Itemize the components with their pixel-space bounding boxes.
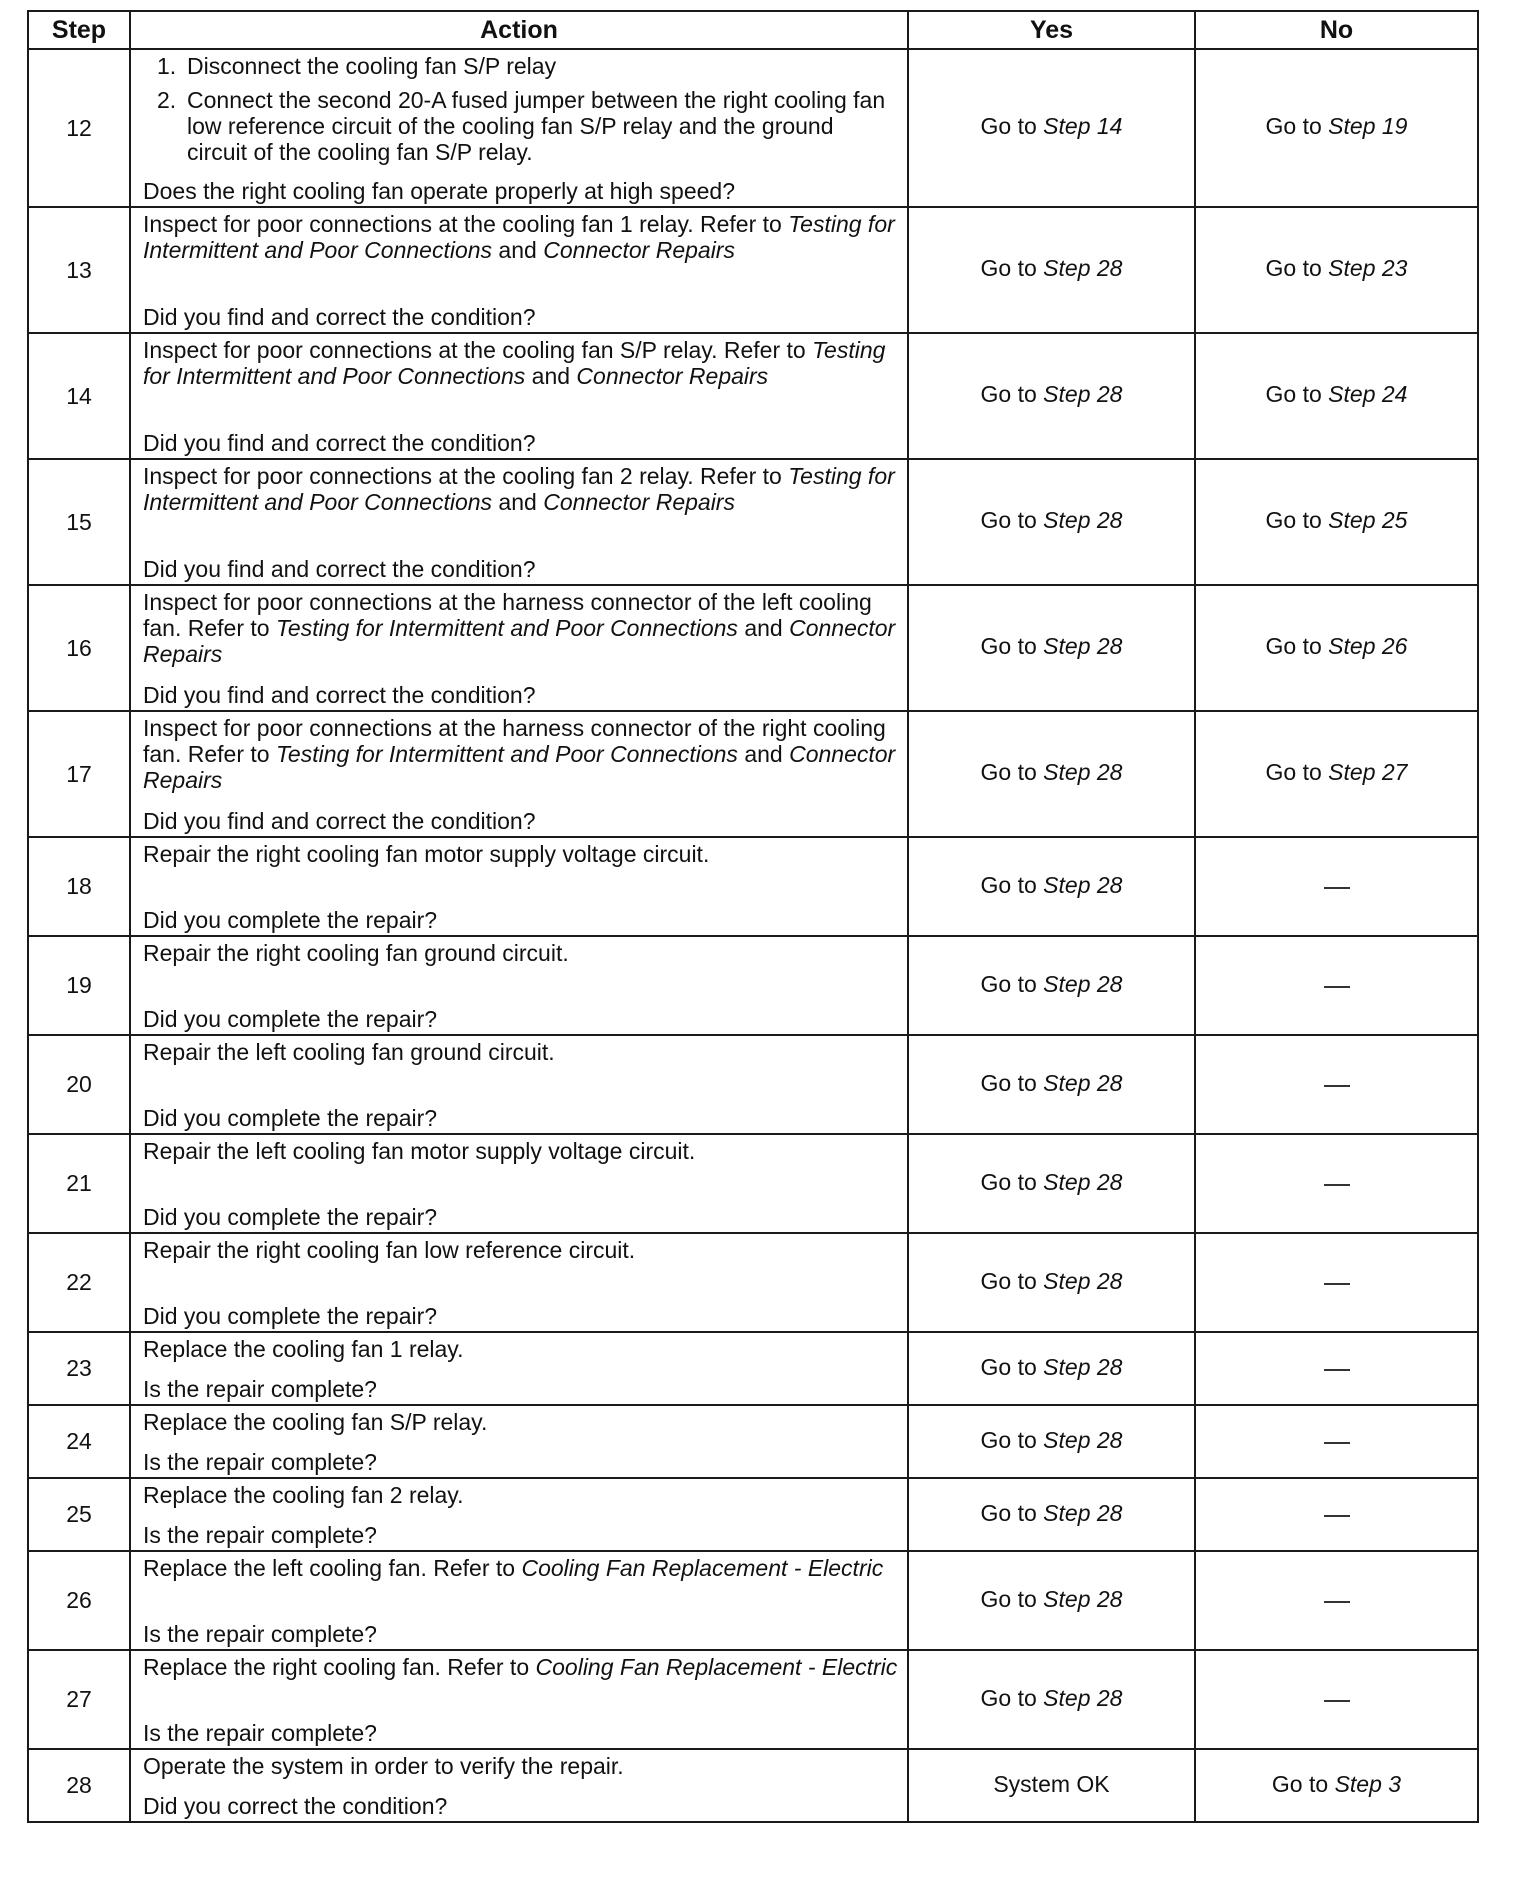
- table-row: [28, 1233, 1478, 1332]
- action-text-segment: Inspect for poor connections at the cooling fan 1 relay. Refer to: [143, 211, 789, 237]
- table-row: [28, 459, 1478, 585]
- action-text-segment: Inspect for poor connections at the cooling fan S/P relay. Refer to: [143, 337, 813, 363]
- yes-cell: [908, 1405, 1195, 1478]
- action-cell: [130, 1749, 908, 1822]
- action-content: [143, 334, 899, 458]
- action-content: [143, 937, 899, 1034]
- reference-link-text: Testing for Intermittent and Poor Connections: [143, 463, 895, 515]
- yes-cell: [908, 711, 1195, 837]
- no-cell: [1195, 459, 1478, 585]
- action-instructions: [143, 715, 899, 793]
- action-question: Did you complete the repair?: [143, 1204, 438, 1230]
- action-content: [143, 460, 899, 584]
- step-number: 20: [28, 1035, 130, 1134]
- yes-prefix: Go to: [980, 1267, 1044, 1294]
- action-instructions: [143, 1409, 899, 1435]
- yes-answer: [909, 1354, 1194, 1384]
- yes-step-ref: Step 28: [1043, 1684, 1123, 1711]
- not-applicable-dash: [1324, 986, 1350, 988]
- action-content: [143, 208, 899, 332]
- action-text: [143, 1555, 899, 1581]
- no-cell: [1195, 1749, 1478, 1822]
- yes-answer: [909, 1500, 1194, 1530]
- yes-cell: [908, 333, 1195, 459]
- action-cell: [130, 1332, 908, 1405]
- action-text-segment: Replace the cooling fan S/P relay.: [143, 1409, 488, 1435]
- action-question: Is the repair complete?: [143, 1621, 377, 1647]
- action-text-segment: and: [737, 741, 790, 767]
- no-answer: [1196, 759, 1477, 789]
- yes-step-ref: Step 28: [1043, 1069, 1123, 1096]
- no-answer: [1196, 1771, 1477, 1801]
- yes-cell: [908, 837, 1195, 936]
- action-question: Is the repair complete?: [143, 1449, 377, 1475]
- no-step-ref: Step 24: [1328, 381, 1408, 407]
- no-prefix: Go to: [1265, 507, 1329, 533]
- reference-link-text: Testing for Intermittent and Poor Connections: [143, 211, 895, 263]
- step-number: 22: [28, 1233, 130, 1332]
- step-number: 26: [28, 1551, 130, 1650]
- table-row: [28, 1551, 1478, 1650]
- step-number: 12: [28, 49, 130, 207]
- yes-prefix: Go to: [980, 507, 1044, 533]
- action-question: Did you complete the repair?: [143, 907, 438, 933]
- action-text: [143, 211, 899, 263]
- action-cell: [130, 1650, 908, 1749]
- yes-cell: [908, 936, 1195, 1035]
- no-cell: [1195, 207, 1478, 333]
- no-answer: [1196, 381, 1477, 411]
- action-instructions: [143, 463, 899, 515]
- yes-answer: [909, 971, 1194, 1001]
- action-text-segment: Repair the right cooling fan ground circuit.: [143, 940, 569, 966]
- action-instructions: [143, 1039, 899, 1065]
- no-cell: [1195, 1551, 1478, 1650]
- no-cell: [1195, 1134, 1478, 1233]
- yes-cell: [908, 1134, 1195, 1233]
- yes-prefix: Go to: [980, 970, 1044, 997]
- no-cell: [1195, 49, 1478, 207]
- action-text: [143, 1409, 899, 1435]
- action-text: [143, 1138, 899, 1164]
- action-text: [143, 337, 899, 389]
- yes-cell: [908, 1551, 1195, 1650]
- yes-prefix: Go to: [980, 255, 1044, 281]
- action-instructions: [143, 1138, 899, 1164]
- step-number: 14: [28, 333, 130, 459]
- reference-link-text: Connector Repairs: [143, 615, 896, 667]
- action-content: [143, 1234, 899, 1331]
- not-applicable-dash: [1324, 1601, 1350, 1603]
- action-question: Is the repair complete?: [143, 1720, 377, 1746]
- no-prefix: Go to: [1265, 633, 1329, 659]
- action-text: [143, 1753, 899, 1779]
- header-no: No: [1195, 11, 1478, 49]
- action-text-segment: Repair the left cooling fan motor supply voltage circuit.: [143, 1138, 696, 1164]
- yes-answer: [909, 381, 1194, 411]
- no-step-ref: Step 3: [1334, 1770, 1402, 1797]
- step-number: 15: [28, 459, 130, 585]
- action-text-segment: and: [525, 363, 577, 389]
- no-cell: [1195, 837, 1478, 936]
- no-answer: [1196, 507, 1477, 537]
- action-instructions: [143, 1336, 899, 1362]
- action-text: [143, 1237, 899, 1263]
- reference-link-text: Testing for Intermittent and Poor Connections: [143, 337, 886, 389]
- action-question: Is the repair complete?: [143, 1376, 377, 1402]
- reference-link-text: Connector Repairs: [576, 363, 769, 389]
- yes-step-ref: Step 28: [1043, 633, 1123, 659]
- table-row: [28, 1035, 1478, 1134]
- instruction-item: Disconnect the cooling fan S/P relay: [187, 53, 557, 79]
- yes-answer: [909, 113, 1194, 143]
- action-text-segment: Replace the right cooling fan. Refer to: [143, 1654, 536, 1680]
- action-cell: [130, 1134, 908, 1233]
- not-applicable-dash: [1324, 1184, 1350, 1186]
- action-instructions: [143, 1753, 899, 1779]
- action-cell: [130, 459, 908, 585]
- no-step-ref: Step 19: [1328, 113, 1408, 139]
- step-number: 23: [28, 1332, 130, 1405]
- yes-prefix: Go to: [980, 759, 1044, 785]
- action-cell: [130, 49, 908, 207]
- action-text: [143, 463, 899, 515]
- yes-answer: [909, 1586, 1194, 1616]
- no-step-ref: Step 25: [1328, 507, 1408, 533]
- no-cell: [1195, 585, 1478, 711]
- yes-step-ref: Step 28: [1043, 1426, 1123, 1453]
- reference-link-text: Cooling Fan Replacement - Electric: [521, 1555, 884, 1581]
- yes-answer: [909, 1427, 1194, 1457]
- reference-link-text: Connector Repairs: [543, 237, 735, 263]
- action-text-segment: and: [492, 489, 544, 515]
- action-text: [143, 1654, 899, 1680]
- yes-cell: [908, 1749, 1195, 1822]
- action-cell: [130, 936, 908, 1035]
- no-step-ref: Step 27: [1328, 759, 1408, 785]
- table-body: [28, 49, 1478, 1822]
- not-applicable-dash: [1324, 1085, 1350, 1087]
- action-text-segment: Repair the right cooling fan motor supply voltage circuit.: [143, 841, 710, 867]
- action-text-segment: Operate the system in order to verify the repair.: [143, 1753, 624, 1779]
- action-content: [143, 712, 899, 836]
- action-instructions: [143, 841, 899, 867]
- yes-answer: [909, 1685, 1194, 1715]
- step-number: 17: [28, 711, 130, 837]
- action-text: [143, 841, 899, 867]
- table-row: [28, 207, 1478, 333]
- yes-answer: [909, 759, 1194, 789]
- action-instructions: [143, 940, 899, 966]
- no-answer: [1196, 255, 1477, 285]
- no-step-ref: Step 23: [1328, 255, 1408, 281]
- action-question: Did you complete the repair?: [143, 1105, 438, 1131]
- yes-prefix: Go to: [980, 1353, 1044, 1380]
- yes-cell: [908, 1478, 1195, 1551]
- action-instructions: [143, 53, 899, 173]
- table-row: [28, 49, 1478, 207]
- action-content: [143, 586, 899, 710]
- action-question: Does the right cooling fan operate properly at high speed?: [143, 178, 736, 204]
- yes-answer: [909, 1771, 1194, 1801]
- diagnostic-table: [27, 10, 1479, 1823]
- action-cell: [130, 837, 908, 936]
- header-yes: Yes: [908, 11, 1195, 49]
- action-text: [143, 1336, 899, 1362]
- instruction-item: Connect the second 20-A fused jumper between the right cooling fan low reference circuit of the cooling fan S/P relay and the ground circuit of the cooling fan S/P relay.: [187, 87, 886, 165]
- reference-link-text: Testing for Intermittent and Poor Connections: [275, 741, 738, 767]
- header-row: [28, 11, 1478, 49]
- action-content: [143, 1750, 899, 1821]
- step-number: 18: [28, 837, 130, 936]
- yes-step-ref: Step 28: [1043, 1499, 1123, 1526]
- step-number: 19: [28, 936, 130, 1035]
- no-cell: [1195, 1035, 1478, 1134]
- action-text-segment: Replace the cooling fan 2 relay.: [143, 1482, 464, 1508]
- yes-step-ref: Step 28: [1043, 871, 1123, 898]
- action-content: [143, 1333, 899, 1404]
- step-number: 24: [28, 1405, 130, 1478]
- table-row: [28, 837, 1478, 936]
- not-applicable-dash: [1324, 887, 1350, 889]
- yes-answer: [909, 255, 1194, 285]
- step-number: 21: [28, 1134, 130, 1233]
- yes-step-ref: Step 28: [1043, 1168, 1123, 1195]
- action-question: Did you find and correct the condition?: [143, 304, 536, 330]
- yes-prefix: Go to: [980, 1684, 1044, 1711]
- action-content: [143, 1552, 899, 1649]
- not-applicable-dash: [1324, 1369, 1350, 1371]
- action-cell: [130, 207, 908, 333]
- table-row: [28, 1332, 1478, 1405]
- action-content: [143, 838, 899, 935]
- action-cell: [130, 585, 908, 711]
- no-cell: [1195, 1405, 1478, 1478]
- reference-link-text: Cooling Fan Replacement - Electric: [535, 1654, 898, 1680]
- table-row: [28, 711, 1478, 837]
- action-content: [143, 1651, 899, 1748]
- yes-prefix: Go to: [980, 1168, 1044, 1195]
- action-cell: [130, 1551, 908, 1650]
- action-question: Did you find and correct the condition?: [143, 556, 536, 582]
- table-row: [28, 1478, 1478, 1551]
- table-row: [28, 1749, 1478, 1822]
- step-number: 27: [28, 1650, 130, 1749]
- yes-prefix: Go to: [980, 1426, 1044, 1453]
- yes-cell: [908, 1650, 1195, 1749]
- instruction-list: [143, 53, 899, 165]
- yes-step-ref: Step 28: [1043, 759, 1123, 785]
- step-number: 16: [28, 585, 130, 711]
- action-cell: [130, 1233, 908, 1332]
- action-question: Did you complete the repair?: [143, 1006, 438, 1032]
- yes-step-ref: Step 28: [1043, 507, 1123, 533]
- no-cell: [1195, 711, 1478, 837]
- yes-prefix: Go to: [980, 1499, 1044, 1526]
- action-content: [143, 50, 899, 206]
- yes-cell: [908, 49, 1195, 207]
- no-answer: [1196, 113, 1477, 143]
- yes-step-ref: Step 28: [1043, 1353, 1123, 1380]
- yes-answer: [909, 633, 1194, 663]
- header-step: Step: [28, 11, 130, 49]
- table-row: [28, 936, 1478, 1035]
- action-text-segment: and: [737, 615, 790, 641]
- yes-step-ref: Step 28: [1043, 1267, 1123, 1294]
- action-text: [143, 715, 899, 793]
- yes-cell: [908, 1233, 1195, 1332]
- action-text-segment: and: [492, 237, 544, 263]
- action-question: Did you find and correct the condition?: [143, 808, 536, 834]
- step-number: 13: [28, 207, 130, 333]
- action-cell: [130, 1405, 908, 1478]
- header-action: Action: [130, 11, 908, 49]
- no-prefix: Go to: [1265, 759, 1329, 785]
- yes-prefix: Go to: [980, 633, 1044, 659]
- action-cell: [130, 1478, 908, 1551]
- no-cell: [1195, 1650, 1478, 1749]
- action-instructions: [143, 1555, 899, 1581]
- yes-cell: [908, 585, 1195, 711]
- yes-prefix: Go to: [980, 1069, 1044, 1096]
- yes-answer: [909, 872, 1194, 902]
- yes-prefix: Go to: [980, 113, 1044, 139]
- action-text: [143, 589, 899, 667]
- reference-link-text: Connector Repairs: [543, 489, 735, 515]
- table-row: [28, 1650, 1478, 1749]
- action-cell: [130, 711, 908, 837]
- not-applicable-dash: [1324, 1515, 1350, 1517]
- not-applicable-dash: [1324, 1442, 1350, 1444]
- action-instructions: [143, 1654, 899, 1680]
- action-question: Did you correct the condition?: [143, 1793, 448, 1819]
- yes-cell: [908, 1035, 1195, 1134]
- action-cell: [130, 333, 908, 459]
- table-row: [28, 585, 1478, 711]
- action-instructions: [143, 1482, 899, 1508]
- action-question: Did you find and correct the condition?: [143, 682, 536, 708]
- yes-step-ref: Step 28: [1043, 255, 1123, 281]
- action-instructions: [143, 211, 899, 263]
- action-content: [143, 1135, 899, 1232]
- action-content: [143, 1406, 899, 1477]
- action-instructions: [143, 589, 899, 667]
- action-cell: [130, 1035, 908, 1134]
- no-cell: [1195, 1478, 1478, 1551]
- no-prefix: Go to: [1265, 381, 1329, 407]
- step-number: 28: [28, 1749, 130, 1822]
- yes-step-ref: Step 28: [1043, 1585, 1123, 1612]
- action-text-segment: Inspect for poor connections at the harness connector of the right cooling fan. Refer to: [143, 715, 886, 767]
- action-text: [143, 1482, 899, 1508]
- action-text-segment: Replace the cooling fan 1 relay.: [143, 1336, 464, 1362]
- not-applicable-dash: [1324, 1700, 1350, 1702]
- step-number: 25: [28, 1478, 130, 1551]
- no-answer: [1196, 633, 1477, 663]
- no-prefix: Go to: [1265, 255, 1329, 281]
- action-text: [143, 1039, 899, 1065]
- table-row: [28, 1405, 1478, 1478]
- yes-cell: [908, 207, 1195, 333]
- action-text: [143, 940, 899, 966]
- action-text-segment: Inspect for poor connections at the harness connector of the left cooling fan. Refer to: [143, 589, 872, 641]
- reference-link-text: Testing for Intermittent and Poor Connections: [275, 615, 738, 641]
- action-text-segment: Repair the left cooling fan ground circuit.: [143, 1039, 555, 1065]
- action-text-segment: Inspect for poor connections at the cooling fan 2 relay. Refer to: [143, 463, 789, 489]
- reference-link-text: Connector Repairs: [143, 741, 896, 793]
- yes-answer: [909, 1169, 1194, 1199]
- yes-step-ref: Step 28: [1043, 381, 1123, 407]
- yes-cell: [908, 459, 1195, 585]
- yes-answer: [909, 1070, 1194, 1100]
- not-applicable-dash: [1324, 1283, 1350, 1285]
- action-instructions: [143, 337, 899, 389]
- action-text-segment: Replace the left cooling fan. Refer to: [143, 1555, 522, 1581]
- action-question: Did you find and correct the condition?: [143, 430, 536, 456]
- action-question: Did you complete the repair?: [143, 1303, 438, 1329]
- no-prefix: Go to: [1265, 113, 1329, 139]
- yes-answer: [909, 1268, 1194, 1298]
- yes-prefix: Go to: [980, 871, 1044, 898]
- yes-prefix: System OK: [993, 1770, 1110, 1797]
- action-text-segment: Repair the right cooling fan low reference circuit.: [143, 1237, 636, 1263]
- yes-prefix: Go to: [980, 1585, 1044, 1612]
- action-content: [143, 1036, 899, 1133]
- action-question: Is the repair complete?: [143, 1522, 377, 1548]
- no-cell: [1195, 1233, 1478, 1332]
- yes-step-ref: Step 14: [1043, 113, 1123, 139]
- table-row: [28, 1134, 1478, 1233]
- yes-step-ref: Step 28: [1043, 970, 1123, 997]
- no-prefix: Go to: [1271, 1770, 1335, 1797]
- table-row: [28, 333, 1478, 459]
- no-cell: [1195, 1332, 1478, 1405]
- no-step-ref: Step 26: [1328, 633, 1408, 659]
- yes-answer: [909, 507, 1194, 537]
- action-instructions: [143, 1237, 899, 1263]
- yes-cell: [908, 1332, 1195, 1405]
- action-content: [143, 1479, 899, 1550]
- no-cell: [1195, 936, 1478, 1035]
- no-cell: [1195, 333, 1478, 459]
- yes-prefix: Go to: [980, 381, 1044, 407]
